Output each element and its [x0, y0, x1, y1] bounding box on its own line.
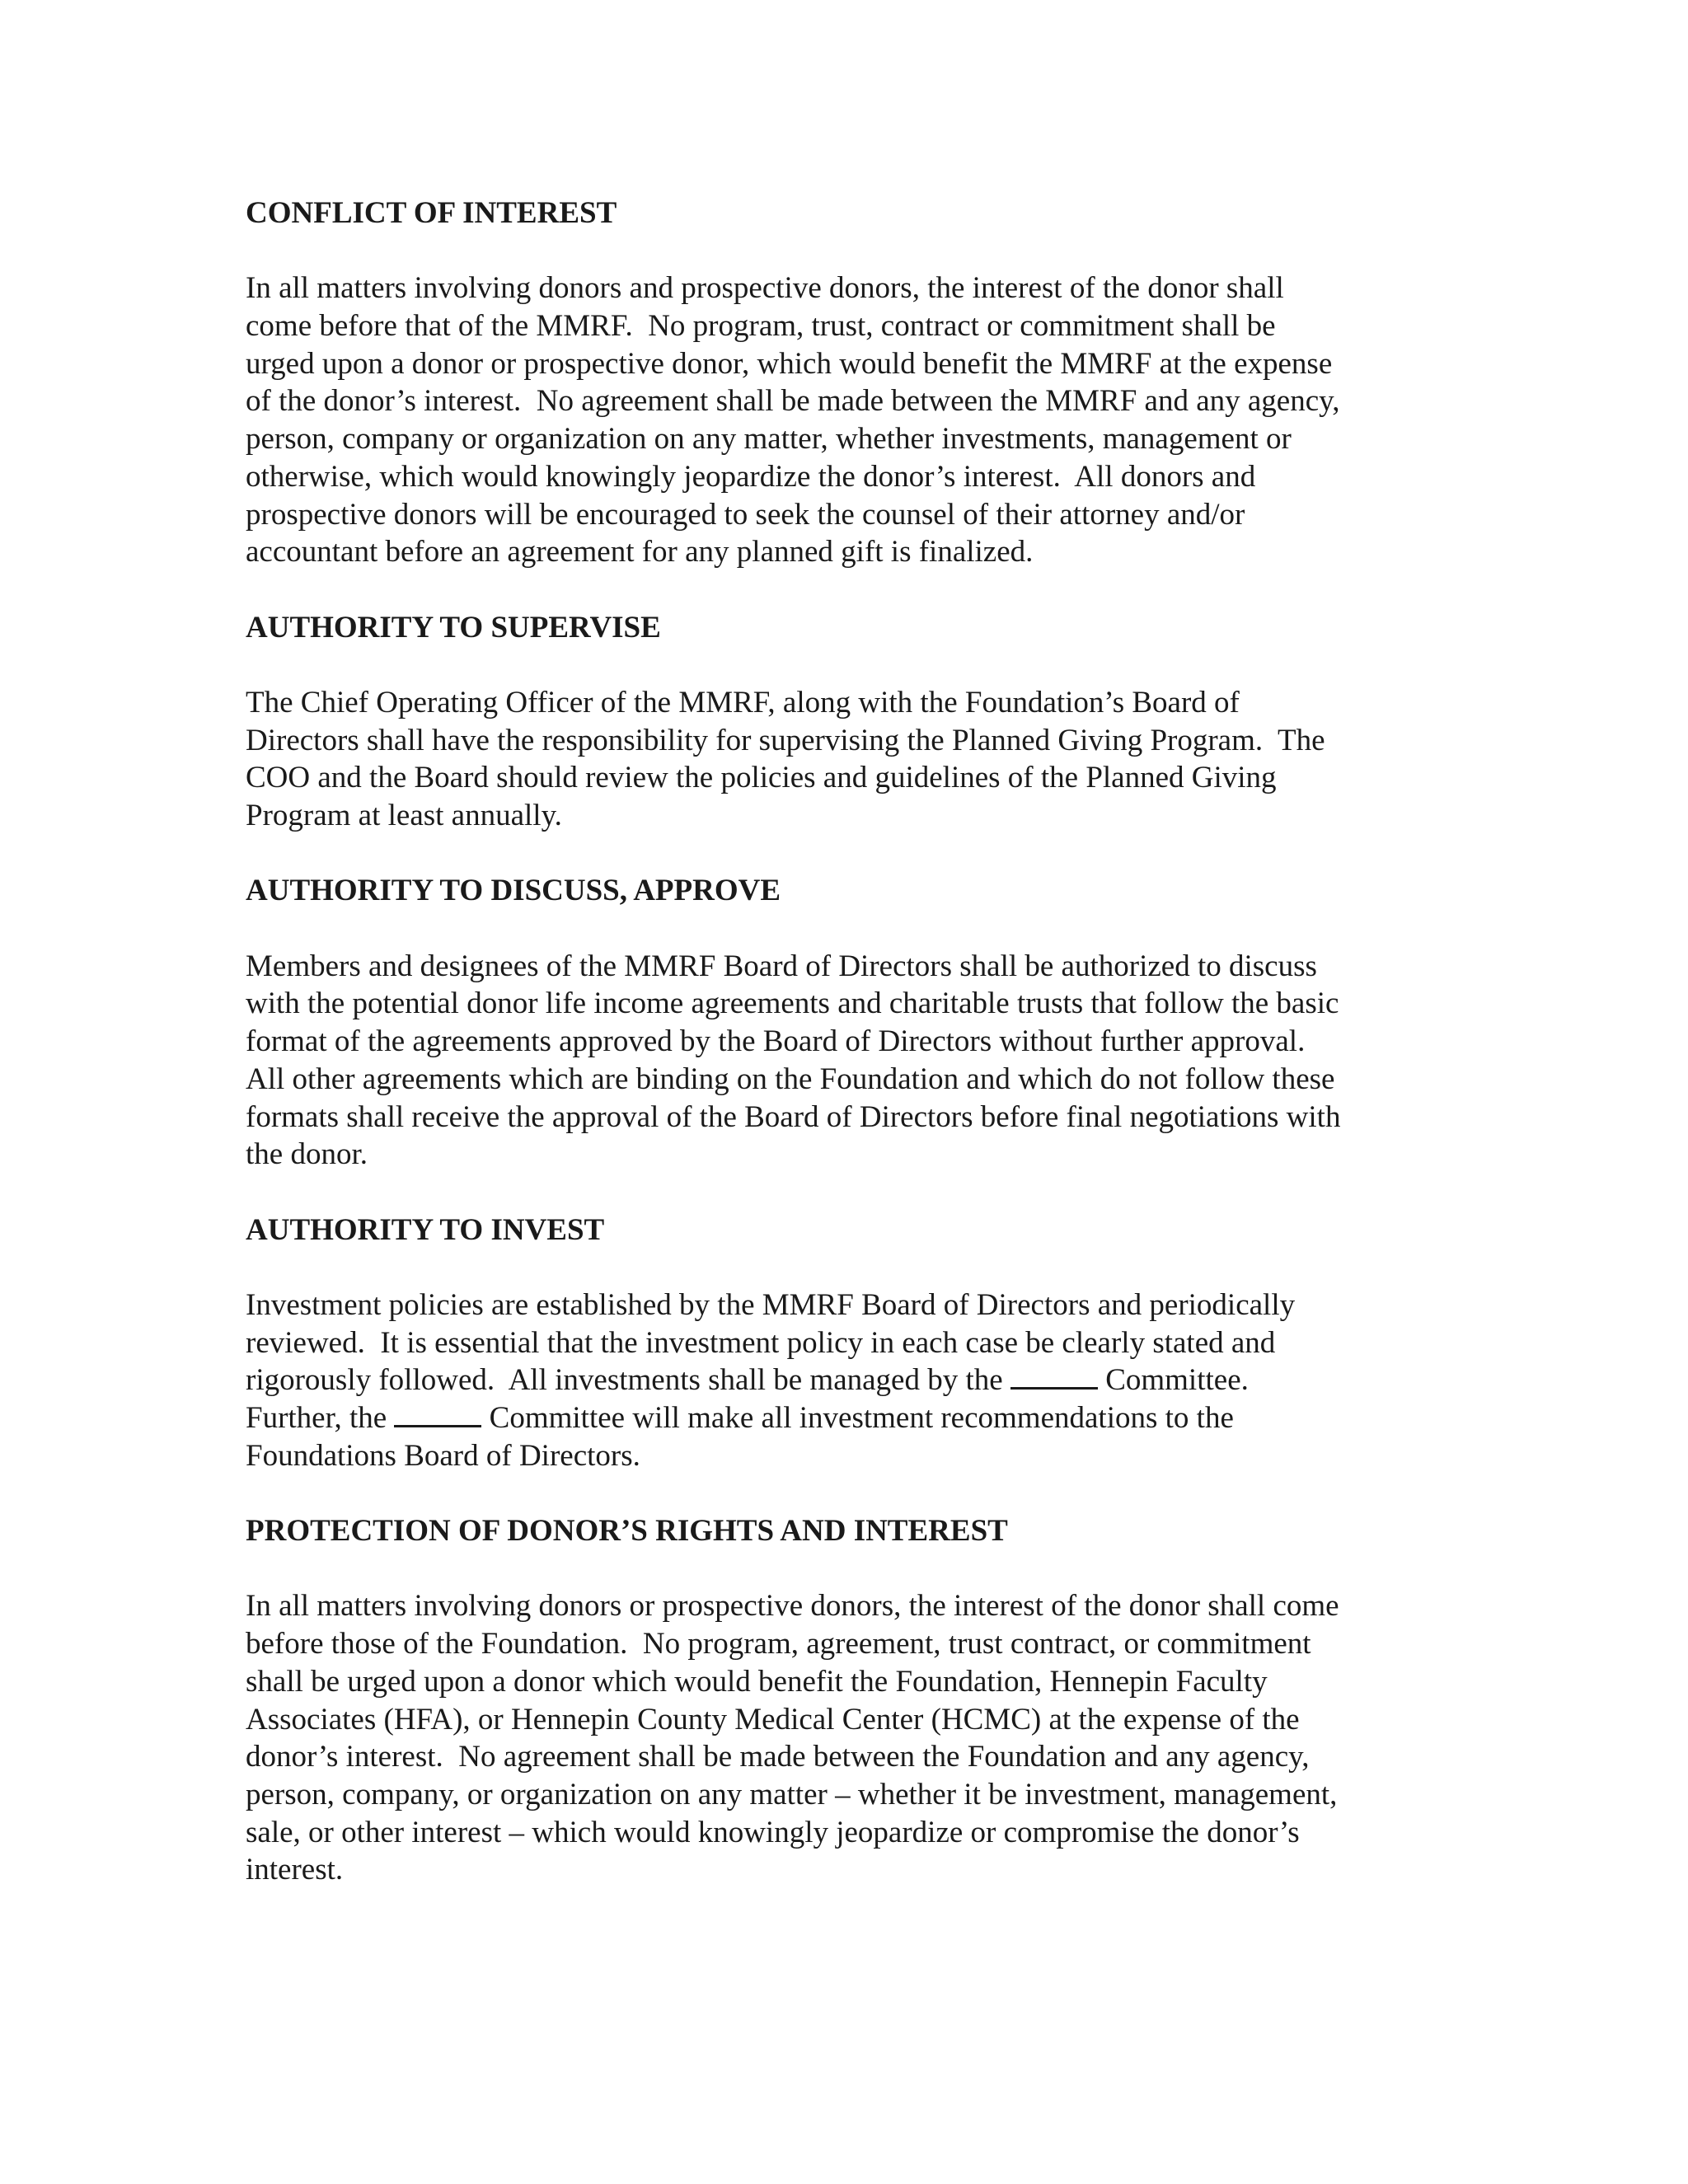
paragraph-authority-to-invest [246, 1286, 1449, 1474]
text-line: shall be urged upon a donor which would benefit the Foundation, Hennepin Faculty [246, 1664, 1268, 1699]
text-fragment: Further, the [246, 1401, 395, 1435]
text-fragment: Committee. [1097, 1363, 1249, 1398]
text-line: Members and designees of the MMRF Board of Directors shall be authorized to discuss [246, 949, 1317, 983]
text-line: otherwise, which would knowingly jeopardize the donor’s interest. All donors and [246, 459, 1256, 494]
text-line: Directors shall have the responsibility for supervising the Planned Giving Program. The [246, 723, 1325, 757]
committee-name-blank [1010, 1364, 1098, 1390]
text-line: accountant before an agreement for any planned gift is finalized. [246, 535, 1034, 569]
paragraph-conflict-of-interest [246, 269, 1449, 571]
text-line: person, company, or organization on any matter – whether it be investment, management, [246, 1777, 1338, 1811]
text-line: Foundations Board of Directors. [246, 1438, 640, 1473]
document-page [246, 194, 1449, 1889]
paragraph-protection-of-donors-rights [246, 1587, 1449, 1889]
text-line: Program at least annually. [246, 799, 562, 832]
text-line: prospective donors will be encouraged to seek the counsel of their attorney and/or [246, 497, 1245, 532]
text-line: formats shall receive the approval of the Board of Directors before final negotiations with [246, 1099, 1341, 1134]
text-line: the donor. [246, 1137, 368, 1172]
text-line-with-blank [246, 1399, 1449, 1437]
section-heading-conflict-of-interest: CONFLICT OF INTEREST [246, 196, 617, 230]
text-line-with-blank [246, 1361, 1449, 1399]
text-line: reviewed. It is essential that the investment policy in each case be clearly stated and [246, 1325, 1276, 1360]
text-line: urged upon a donor or prospective donor, which would benefit the MMRF at the expense [246, 346, 1333, 381]
paragraph-authority-to-discuss-approve [246, 948, 1449, 1174]
text-line: interest. [246, 1853, 344, 1887]
section-heading-authority-to-invest: AUTHORITY TO INVEST [246, 1212, 605, 1247]
paragraph-authority-to-supervise [246, 684, 1449, 835]
text-line: Investment policies are established by the MMRF Board of Directors and periodically [246, 1287, 1296, 1322]
text-line: with the potential donor life income agreements and charitable trusts that follow the basic [246, 987, 1339, 1021]
text-line: All other agreements which are binding on the Foundation and which do not follow these [246, 1062, 1335, 1096]
text-fragment: Committee will make all investment recommendations to the [481, 1401, 1234, 1435]
text-line: Associates (HFA), or Hennepin County Medical Center (HCMC) at the expense of the [246, 1702, 1300, 1736]
committee-name-blank [394, 1402, 481, 1427]
section-heading-authority-to-discuss-approve: AUTHORITY TO DISCUSS, APPROVE [246, 874, 781, 908]
text-line: The Chief Operating Officer of the MMRF, along with the Foundation’s Board of [246, 685, 1240, 719]
text-fragment: rigorously followed. All investments shall be managed by the [246, 1363, 1010, 1398]
text-line: In all matters involving donors or prospective donors, the interest of the donor shall come [246, 1589, 1339, 1624]
text-line: sale, or other interest – which would knowingly jeopardize or compromise the donor’s [246, 1815, 1300, 1849]
text-line: person, company or organization on any matter, whether investments, management or [246, 422, 1292, 457]
text-line: of the donor’s interest. No agreement shall be made between the MMRF and any agency, [246, 384, 1340, 419]
section-heading-protection-of-donors-rights: PROTECTION OF DONOR’S RIGHTS AND INTEREST [246, 1514, 1008, 1549]
text-line: COO and the Board should review the policies and guidelines of the Planned Giving [246, 761, 1277, 795]
text-line: come before that of the MMRF. No program, trust, contract or commitment shall be [246, 309, 1276, 344]
text-line: before those of the Foundation. No program, agreement, trust contract, or commitment [246, 1627, 1311, 1661]
text-line: donor’s interest. No agreement shall be made between the Foundation and any agency, [246, 1740, 1310, 1774]
text-line: format of the agreements approved by the Board of Directors without further approval. [246, 1024, 1306, 1059]
text-line: In all matters involving donors and prospective donors, the interest of the donor shall [246, 271, 1284, 306]
section-heading-authority-to-supervise: AUTHORITY TO SUPERVISE [246, 610, 661, 644]
